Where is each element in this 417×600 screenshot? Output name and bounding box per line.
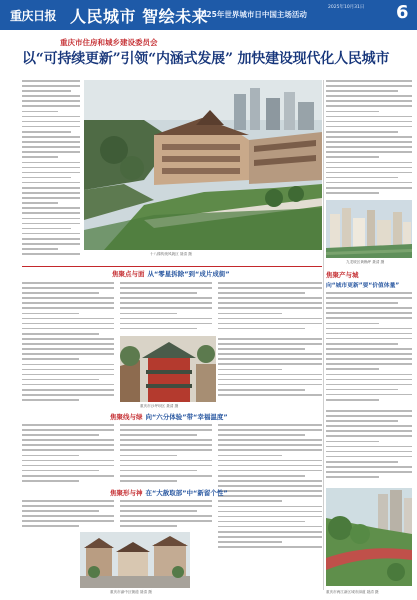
section-1-col-1: [22, 282, 114, 402]
left-mid-photo-illustration: [120, 336, 216, 402]
section-1-rule: [22, 266, 322, 267]
bottom-right-photo-illustration: [326, 488, 412, 586]
section-3-header: [110, 412, 228, 421]
lead-text-column: [22, 80, 80, 260]
section-4-col-2: [120, 500, 212, 530]
column-divider: [323, 80, 324, 590]
section-1-title: 从“零星拆除”到“成片成街”: [147, 270, 230, 278]
newspaper-logo: [4, 2, 62, 28]
right-photo-riverside-buildings: [326, 200, 412, 258]
bottom-right-photo-greenway: [326, 488, 412, 586]
main-photo-caption: 十八梯传统风貌区 聂清 摄: [150, 252, 192, 256]
page-number: 6: [396, 2, 409, 23]
masthead-date: 2025年10月31日: [328, 5, 365, 10]
right-photo-caption: 九龙坡区黄桷坪 聂清 摄: [346, 260, 385, 264]
section-1-col-3b: [218, 338, 322, 402]
right-photo-illustration: [326, 200, 412, 258]
section-4-title: 在“大赦取部”中“新留个性”: [145, 489, 228, 497]
bottom-photo-caption: 重庆市渝中区街道 聂清 摄: [110, 590, 152, 594]
masthead-subtitle: 2025年世界城市日中国主场活动: [196, 10, 307, 19]
section-2-text-cont: [326, 410, 412, 484]
bottom-photo-street: [80, 532, 190, 588]
section-3-title: 向“六分体验”带“幸福温度”: [145, 413, 228, 421]
masthead-title: 人民城市 智绘未来: [70, 7, 209, 26]
right-top-text-column: [326, 80, 412, 200]
section-2-title: 向“城市更新”要“价值体量”: [326, 283, 400, 289]
section-3-col-1: [22, 424, 114, 484]
bottom-photo-illustration: [80, 532, 190, 588]
newspaper-logo-text: 重庆日报: [9, 8, 56, 23]
section-2-header: [326, 270, 362, 279]
section-1-marker: 焦聚点与面: [112, 270, 145, 278]
section-1-col-2: [120, 282, 212, 334]
section-4-header: [110, 488, 228, 497]
main-photo-illustration: [84, 80, 322, 250]
section-2-text: [326, 292, 412, 402]
left-mid-photo-caption: 重庆市沙坪坝区 聂清 摄: [140, 404, 179, 408]
section-4-marker: 焦聚形与神: [110, 489, 143, 497]
main-photo-old-town-terraces: [84, 80, 322, 250]
article-kicker: 重庆市住房和城乡建设委员会: [60, 38, 158, 47]
section-1-header: [112, 269, 230, 278]
bottom-right-photo-caption: 重庆市两江新区城市绿道 聂清 摄: [326, 590, 379, 594]
section-3-col-2: [120, 424, 212, 484]
section-2-marker: 焦聚产与城: [326, 271, 359, 279]
section-2-title-row: [326, 280, 399, 289]
left-mid-photo-pagoda: [120, 336, 216, 402]
masthead: [0, 0, 417, 30]
section-4-col-1: [22, 500, 114, 530]
section-3-col-3: [218, 424, 322, 554]
section-3-marker: 焦聚线与绿: [110, 413, 143, 421]
section-1-col-3: [218, 282, 322, 334]
article-headline: 以“可持续更新”引领“内涵式发展” 加快建设现代化人民城市: [22, 51, 390, 67]
